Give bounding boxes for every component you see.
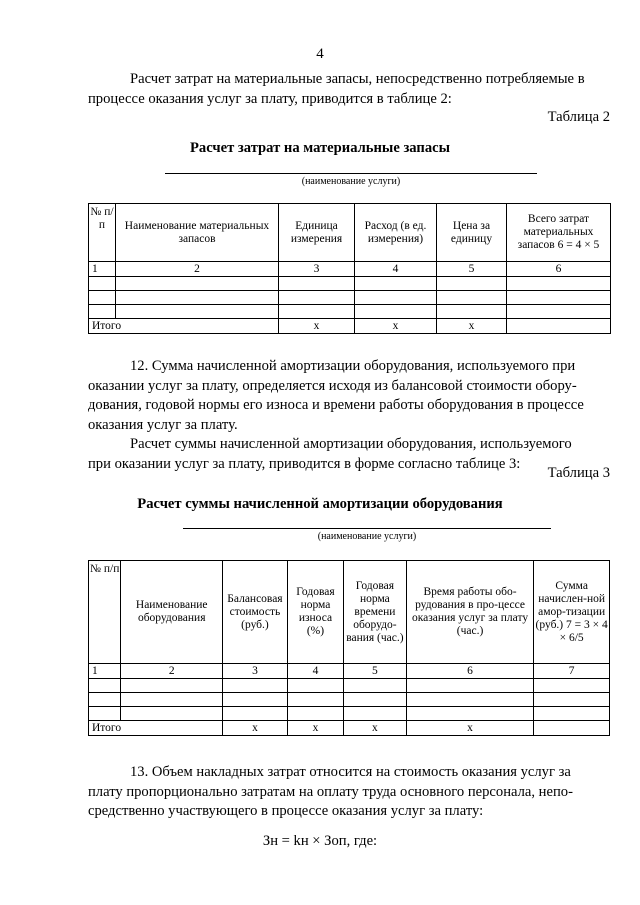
intro-paragraph bbox=[88, 70, 610, 109]
para12-line-3: дования, годовой нормы его износа и времени работы оборудования в процессе bbox=[88, 397, 584, 413]
page-number: 4 bbox=[316, 46, 324, 62]
table3-header-amortization: Сумма начислен-ной амор-тизации (руб.) 7 = 3 × 4 × 6/5 bbox=[534, 561, 610, 664]
table3-header-row bbox=[89, 561, 610, 664]
table2-colnum: 3 bbox=[279, 262, 355, 277]
table3-header-number: № п/п bbox=[89, 561, 121, 664]
table2-colnum: 1 bbox=[89, 262, 116, 277]
table-row bbox=[89, 679, 610, 693]
table3-total-label: Итого bbox=[89, 721, 223, 736]
table2-total-cell: х bbox=[437, 319, 507, 334]
table3-header-book-value: Балансовая стоимость (руб.) bbox=[223, 561, 288, 664]
table-row bbox=[89, 291, 611, 305]
table3-title: Расчет суммы начисленной амортизации оборудования bbox=[137, 496, 503, 512]
table3-colnum: 7 bbox=[534, 664, 610, 679]
table2-header-price: Цена за единицу bbox=[437, 204, 507, 262]
intro-line-1: Расчет затрат на материальные запасы, непосредственно потребляемые в bbox=[130, 71, 585, 87]
table3-colnum: 2 bbox=[121, 664, 223, 679]
paragraph-12 bbox=[88, 357, 610, 474]
table3-service-line bbox=[183, 528, 551, 529]
table3-total-row bbox=[89, 721, 610, 736]
table3-total-cell: х bbox=[223, 721, 288, 736]
table2-colnum: 4 bbox=[355, 262, 437, 277]
table3-colnum: 3 bbox=[223, 664, 288, 679]
table-row bbox=[89, 277, 611, 291]
table3-header-wear-rate: Годовая норма износа (%) bbox=[287, 561, 343, 664]
paragraph-13 bbox=[88, 763, 610, 822]
table2-header-unit: Единица измерения bbox=[279, 204, 355, 262]
table2-header-total: Всего затрат материальных запасов 6 = 4 × 5 bbox=[507, 204, 611, 262]
overhead-formula: Зн = kн × Зоп, где: bbox=[262, 833, 378, 849]
table2-colnum: 6 bbox=[507, 262, 611, 277]
table3 bbox=[88, 560, 610, 736]
table3-header-equipment: Наименование оборудования bbox=[121, 561, 223, 664]
table3-colnum: 4 bbox=[287, 664, 343, 679]
table2-service-label: (наименование услуги) bbox=[301, 176, 401, 187]
table2-column-numbers bbox=[89, 262, 611, 277]
para13-line-3: средственно участвующего в процессе оказания услуг за плату: bbox=[88, 803, 484, 819]
para12b-line-1: Расчет суммы начисленной амортизации оборудования, используемого bbox=[130, 436, 572, 452]
table-row bbox=[89, 693, 610, 707]
table3-total-cell: х bbox=[406, 721, 534, 736]
table3-colnum: 6 bbox=[406, 664, 534, 679]
para13-line-1: 13. Объем накладных затрат относится на стоимость оказания услуг за bbox=[130, 764, 571, 780]
table-row bbox=[89, 305, 611, 319]
table2-total-cell: х bbox=[355, 319, 437, 334]
table2-total-cell bbox=[507, 319, 611, 334]
table2-total-label: Итого bbox=[89, 319, 279, 334]
table2-header-material: Наименование материальных запасов bbox=[116, 204, 279, 262]
table2-colnum: 2 bbox=[116, 262, 279, 277]
para13-line-2: плату пропорционально затратам на оплату труда основного персонала, непо- bbox=[88, 783, 573, 800]
table3-column-numbers bbox=[89, 664, 610, 679]
table2-title: Расчет затрат на материальные запасы bbox=[190, 140, 450, 156]
table2-total-cell: х bbox=[279, 319, 355, 334]
table3-total-cell bbox=[534, 721, 610, 736]
table2-header-row bbox=[89, 204, 611, 262]
table2-header-number: № п/п bbox=[89, 204, 116, 262]
table3-colnum: 1 bbox=[89, 664, 121, 679]
table2-total-row bbox=[89, 319, 611, 334]
table3-total-cell: х bbox=[344, 721, 407, 736]
table3-caption: Таблица 3 bbox=[547, 465, 610, 481]
intro-line-2: процессе оказания услуг за плату, приводится в таблице 2: bbox=[88, 90, 452, 107]
table3-header-work-time: Время работы обо-рудования в про-цессе оказания услуг за плату (час.) bbox=[406, 561, 534, 664]
para12-line-2: оказании услуг за плату, определяется исходя из балансовой стоимости обору- bbox=[88, 377, 577, 394]
table2-header-consumption: Расход (в ед. измерения) bbox=[355, 204, 437, 262]
table-row bbox=[89, 707, 610, 721]
para12-line-1: 12. Сумма начисленной амортизации оборудования, используемого при bbox=[130, 358, 576, 374]
table2-service-line bbox=[165, 173, 537, 174]
para12-line-4: оказания услуг за плату. bbox=[88, 416, 238, 433]
para12b-line-2: при оказании услуг за плату, приводится в форме согласно таблице 3: bbox=[88, 455, 521, 472]
table3-total-cell: х bbox=[287, 721, 343, 736]
table3-service-label: (наименование услуги) bbox=[317, 531, 417, 542]
table2 bbox=[88, 203, 611, 334]
table3-colnum: 5 bbox=[344, 664, 407, 679]
table2-colnum: 5 bbox=[437, 262, 507, 277]
table3-header-time-norm: Годовая норма времени оборудо-вания (час.) bbox=[344, 561, 407, 664]
table2-caption: Таблица 2 bbox=[547, 109, 610, 125]
